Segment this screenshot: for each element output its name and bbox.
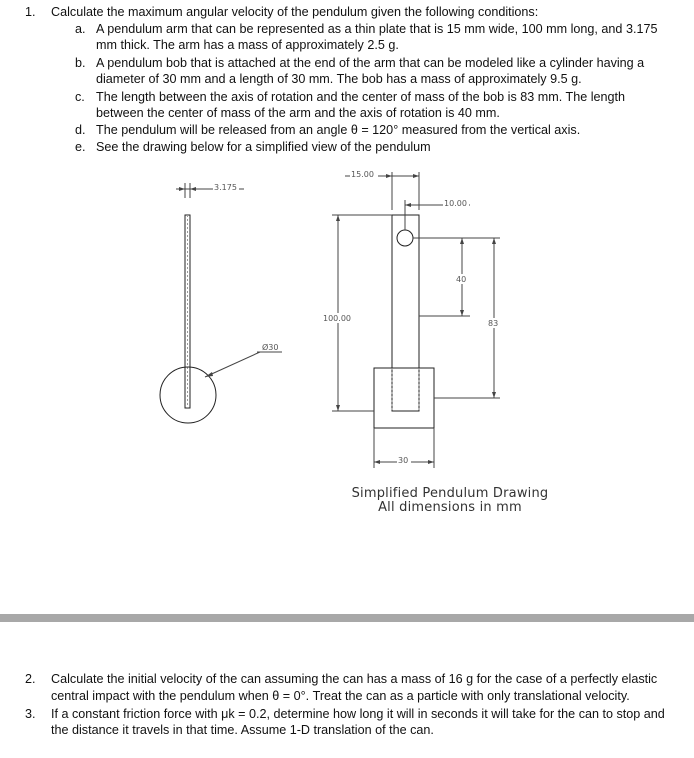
section-divider (0, 614, 694, 622)
item-a-letter: a. (75, 22, 86, 36)
question-1-number: 1. (25, 5, 36, 19)
bob-dia-leader (205, 352, 260, 377)
pendulum-drawing (0, 160, 694, 530)
dim-arm-width-label: 15.00 (351, 170, 374, 179)
arrow-bob-dia (205, 372, 213, 377)
caption-title: Simplified Pendulum Drawing (351, 486, 549, 501)
item-e-letter: e. (75, 140, 86, 154)
front-view-arm (392, 215, 419, 411)
dim-bob-cm-label: 83 (488, 319, 499, 328)
dim-half-width-label: 10.00 (444, 199, 467, 208)
item-e-line-1: See the drawing below for a simplified view of the pendulum (96, 140, 431, 154)
question-2-number: 2. (25, 672, 36, 686)
item-c-line-1: The length between the axis of rotation and the center of mass of the bob is 83 mm. The length (96, 90, 626, 104)
item-c-line-2: between the center of mass of the arm and the axis of rotation is 40 mm. (96, 106, 500, 120)
arrow-length-bottom (336, 405, 340, 411)
question-2-line-2: central impact with the pendulum when θ = 0°. Treat the can as a particle with only translational velocity. (51, 689, 630, 703)
front-view-bob (374, 368, 434, 428)
dim-arm-cm-label: 40 (456, 275, 467, 284)
dim-thickness-label: 3.175 (214, 183, 237, 192)
item-a-line-1: A pendulum arm that can be represented as a thin plate that is 15 mm wide, 100 mm long, and 3.175 (96, 22, 658, 36)
item-b-letter: b. (75, 56, 86, 70)
item-d-letter: d. (75, 123, 86, 137)
arrow-thickness-left (179, 187, 185, 191)
arrow-width-right (413, 174, 419, 178)
dim-length-label: 100.00 (323, 314, 351, 323)
pivot-hole (397, 230, 413, 246)
arrow-bob-cm-top (492, 238, 496, 244)
drawing-caption (340, 487, 560, 515)
dim-bob-dia-label: Ø30 (262, 343, 279, 352)
arrow-bob-len-right (428, 460, 434, 464)
question-1-text: Calculate the maximum angular velocity of the pendulum given the following conditions: (51, 5, 539, 19)
question-3-number: 3. (25, 707, 36, 721)
dim-bob-len-label: 30 (398, 456, 409, 465)
arrow-half-width (405, 203, 411, 207)
item-c-letter: c. (75, 90, 85, 104)
caption-units: All dimensions in mm (378, 500, 522, 515)
item-d-line-1: The pendulum will be released from an angle θ = 120° measured from the vertical axis. (96, 123, 581, 137)
arrow-bob-cm-bottom (492, 392, 496, 398)
item-a-line-2: mm thick. The arm has a mass of approximately 2.5 g. (96, 38, 399, 52)
item-b-line-2: diameter of 30 mm and a length of 30 mm. The bob has a mass of approximately 9.5 g. (96, 72, 582, 86)
item-b-line-1: A pendulum bob that is attached at the end of the arm that can be modeled like a cylinder having a (96, 56, 645, 70)
arrow-width-left (386, 174, 392, 178)
arrow-arm-cm-top (460, 238, 464, 244)
question-3-line-2: the distance it travels in that time. Assume 1-D translation of the can. (51, 723, 434, 737)
arrow-length-top (336, 215, 340, 221)
arrow-bob-len-left (374, 460, 380, 464)
arrow-arm-cm-bottom (460, 310, 464, 316)
question-3-line-1: If a constant friction force with μk = 0.2, determine how long it will in seconds it will take for the can to stop and (51, 707, 665, 721)
question-2-line-1: Calculate the initial velocity of the can assuming the can has a mass of 16 g for the case of a perfectly elastic (51, 672, 658, 686)
arrow-thickness-right (190, 187, 196, 191)
